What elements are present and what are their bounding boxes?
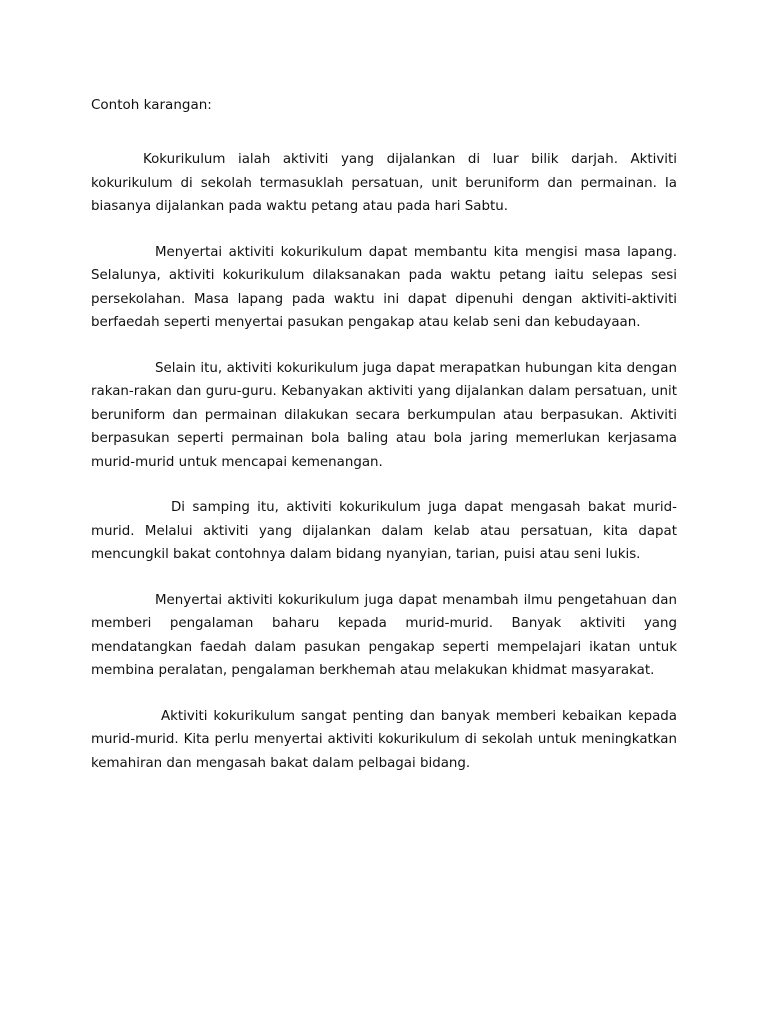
paragraph-introduction: Kokurikulum ialah aktiviti yang dijalankan di luar bilik darjah. Aktiviti kokurikulum di sekolah termasuklah persatuan, unit beruniform dan permainan. Ia biasanya dijalankan pada waktu petang atau pada hari Sabtu.	[91, 152, 677, 214]
paragraph-point-one: Menyertai aktiviti kokurikulum dapat membantu kita mengisi masa lapang. Selalunya, aktiviti kokurikulum dilaksanakan pada waktu petang iaitu selepas sesi persekolahan. Masa lapang pada waktu ini dapat dipenuhi dengan aktiviti-aktiviti berfaedah seperti menyertai pasukan pengakap atau kelab seni dan kebudayaan.	[91, 244, 677, 330]
document-body	[91, 148, 677, 797]
paragraph-conclusion: Aktiviti kokurikulum sangat penting dan banyak memberi kebaikan kepada murid-murid. Kita perlu menyertai aktiviti kokurikulum di sekolah untuk meningkatkan kemahiran dan mengasah bakat dalam pelbagai bidang.	[91, 708, 677, 771]
paragraph-point-four: Menyertai aktiviti kokurikulum juga dapat menambah ilmu pengetahuan dan memberi pengalaman baharu kepada murid-murid. Banyak aktiviti yang mendatangkan faedah dalam pasukan pengakap seperti mempelajari ikatan untuk membina peralatan, pengalaman berkhemah atau melakukan khidmat masyarakat.	[91, 592, 677, 678]
paragraph-point-three: Di samping itu, aktiviti kokurikulum juga dapat mengasah bakat murid-murid. Melalui aktiviti yang dijalankan dalam kelab atau persatuan, kita dapat mencungkil bakat contohnya dalam bidang nyanyian, tarian, puisi atau seni lukis.	[91, 500, 677, 562]
document-heading: Contoh karangan:	[91, 97, 212, 113]
paragraph-point-two: Selain itu, aktiviti kokurikulum juga dapat merapatkan hubungan kita dengan rakan-rakan dan guru-guru. Kebanyakan aktiviti yang dijalankan dalam persatuan, unit beruniform dan permainan dilakukan secara berkumpulan atau berpasukan. Aktiviti berpasukan seperti permainan bola baling atau bola jaring memerlukan kerjasama murid-murid untuk mencapai kemenangan.	[91, 360, 677, 470]
